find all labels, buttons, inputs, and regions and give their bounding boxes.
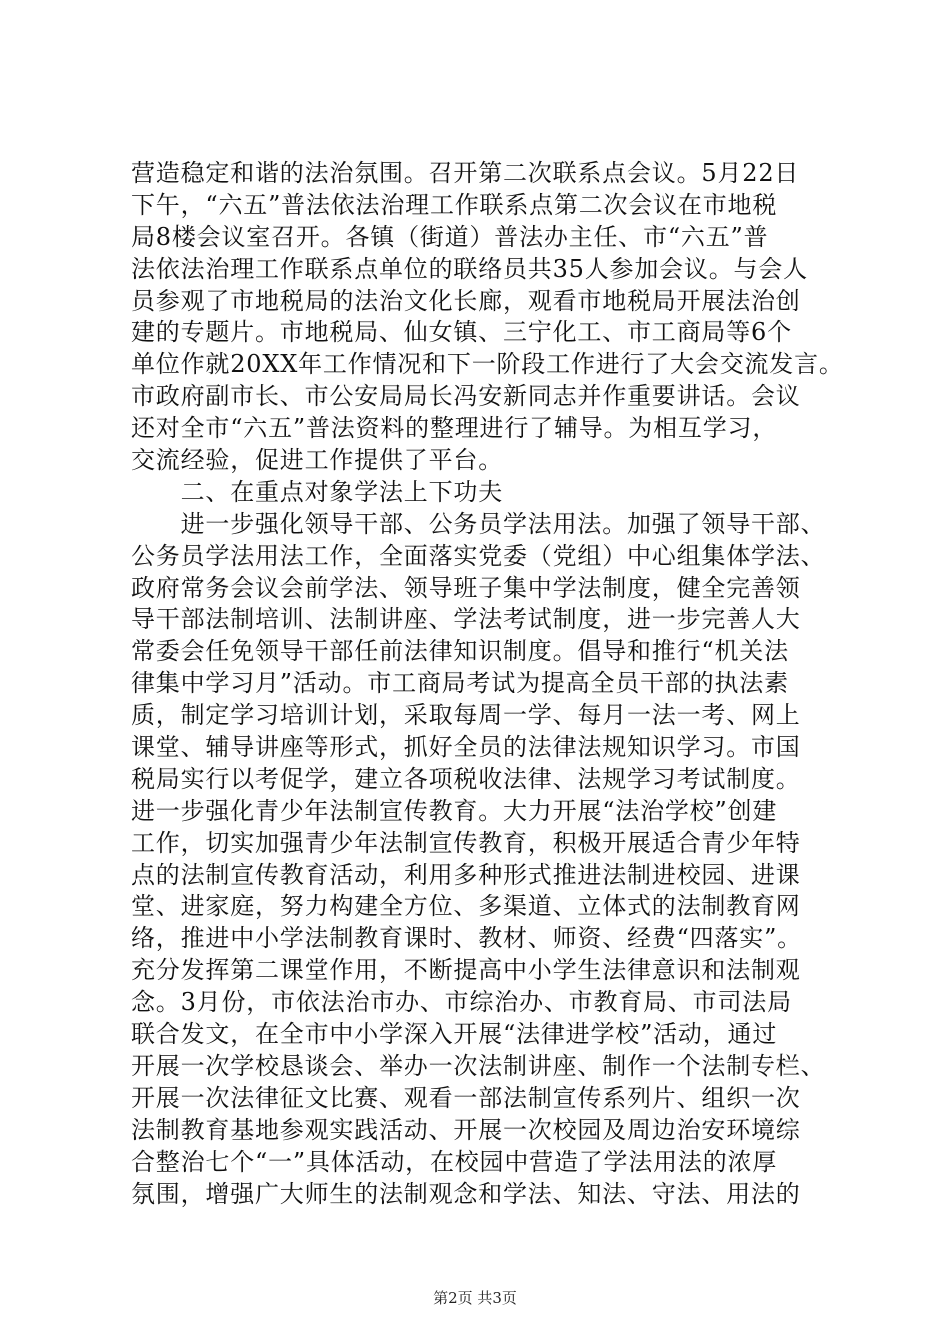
text-line: 点的法制宣传教育活动，利用多种形式推进法制进校园、进课 (131, 860, 801, 889)
text-line: 市政府副市长、市公安局局长冯安新同志并作重要讲话。会议 (131, 382, 801, 411)
text-line: 合整治七个“一”具体活动，在校园中营造了学法用法的浓厚 (131, 1147, 778, 1176)
text-line: 政府常务会议会前学法、领导班子集中学法制度，健全完善领 (131, 573, 801, 602)
text-line: 律集中学习月”活动。市工商局考试为提高全员干部的执法素 (131, 669, 789, 698)
text-line: 法制教育基地参观实践活动、开展一次校园及周边治安环境综 (131, 1115, 801, 1144)
text-line: 还对全市“六五”普法资料的整理进行了辅导。为相互学习， (131, 414, 778, 443)
text-line: 开展一次学校恳谈会、举办一次法制讲座、制作一个法制专栏、 (131, 1051, 826, 1080)
text-line: 堂、进家庭，努力构建全方位、多渠道、立体式的法制教育网 (131, 892, 801, 921)
text-line: 念。3月份，市依法治市办、市综治办、市教育局、市司法局 (131, 988, 792, 1017)
text-line: 建的专题片。市地税局、仙女镇、三宁化工、市工商局等6个 (131, 318, 792, 347)
text-line: 法依法治理工作联系点单位的联络员共35人参加会议。与会人 (131, 254, 808, 283)
text-line: 公务员学法用法工作，全面落实党委（党组）中心组集体学法、 (131, 541, 826, 570)
text-line: 氛围，增强广大师生的法制观念和学法、知法、守法、用法的 (131, 1179, 801, 1208)
page-number-footer: 第2页 共3页 (433, 1289, 517, 1307)
text-line: 联合发文，在全市中小学深入开展“法律进学校”活动，通过 (131, 1020, 778, 1049)
text-line: 交流经验，促进工作提供了平台。 (131, 446, 503, 475)
text-line: 导干部法制培训、法制讲座、学法考试制度，进一步完善人大 (131, 605, 801, 634)
text-line: 下午，“六五”普法依法治理工作联系点第二次会议在市地税 (131, 190, 778, 219)
text-line: 开展一次法律征文比赛、观看一部法制宣传系列片、组织一次 (131, 1083, 801, 1112)
text-line: 营造稳定和谐的法治氛围。召开第二次联系点会议。5月22日 (131, 159, 800, 187)
text-line: 税局实行以考促学，建立各项税收法律、法规学习考试制度。 (131, 764, 801, 793)
text-line: 络，推进中小学法制教育课时、教材、师资、经费“四落实”。 (131, 924, 802, 953)
text-line: 课堂、辅导讲座等形式，抓好全员的法律法规知识学习。市国 (131, 733, 801, 762)
document-body (131, 158, 844, 1210)
text-line: 常委会任免领导干部任前法律知识制度。倡导和推行“机关法 (131, 637, 789, 666)
text-line: 进一步强化领导干部、公务员学法用法。加强了领导干部、 (131, 509, 826, 538)
text-line: 进一步强化青少年法制宣传教育。大力开展“法治学校”创建 (131, 796, 778, 825)
text-line: 工作，切实加强青少年法制宣传教育，积极开展适合青少年特 (131, 828, 801, 857)
text-line: 充分发挥第二课堂作用，不断提高中小学生法律意识和法制观 (131, 956, 801, 985)
text-line: 单位作就20XX年工作情况和下一阶段工作进行了大会交流发言。 (131, 350, 844, 379)
text-line: 局8楼会议室召开。各镇（街道）普法办主任、市“六五”普 (131, 222, 769, 251)
text-line: 二、在重点对象学法上下功夫 (131, 477, 503, 506)
text-line: 员参观了市地税局的法治文化长廊，观看市地税局开展法治创 (131, 286, 801, 315)
text-line: 质，制定学习培训计划，采取每周一学、每月一法一考、网上 (131, 701, 801, 730)
